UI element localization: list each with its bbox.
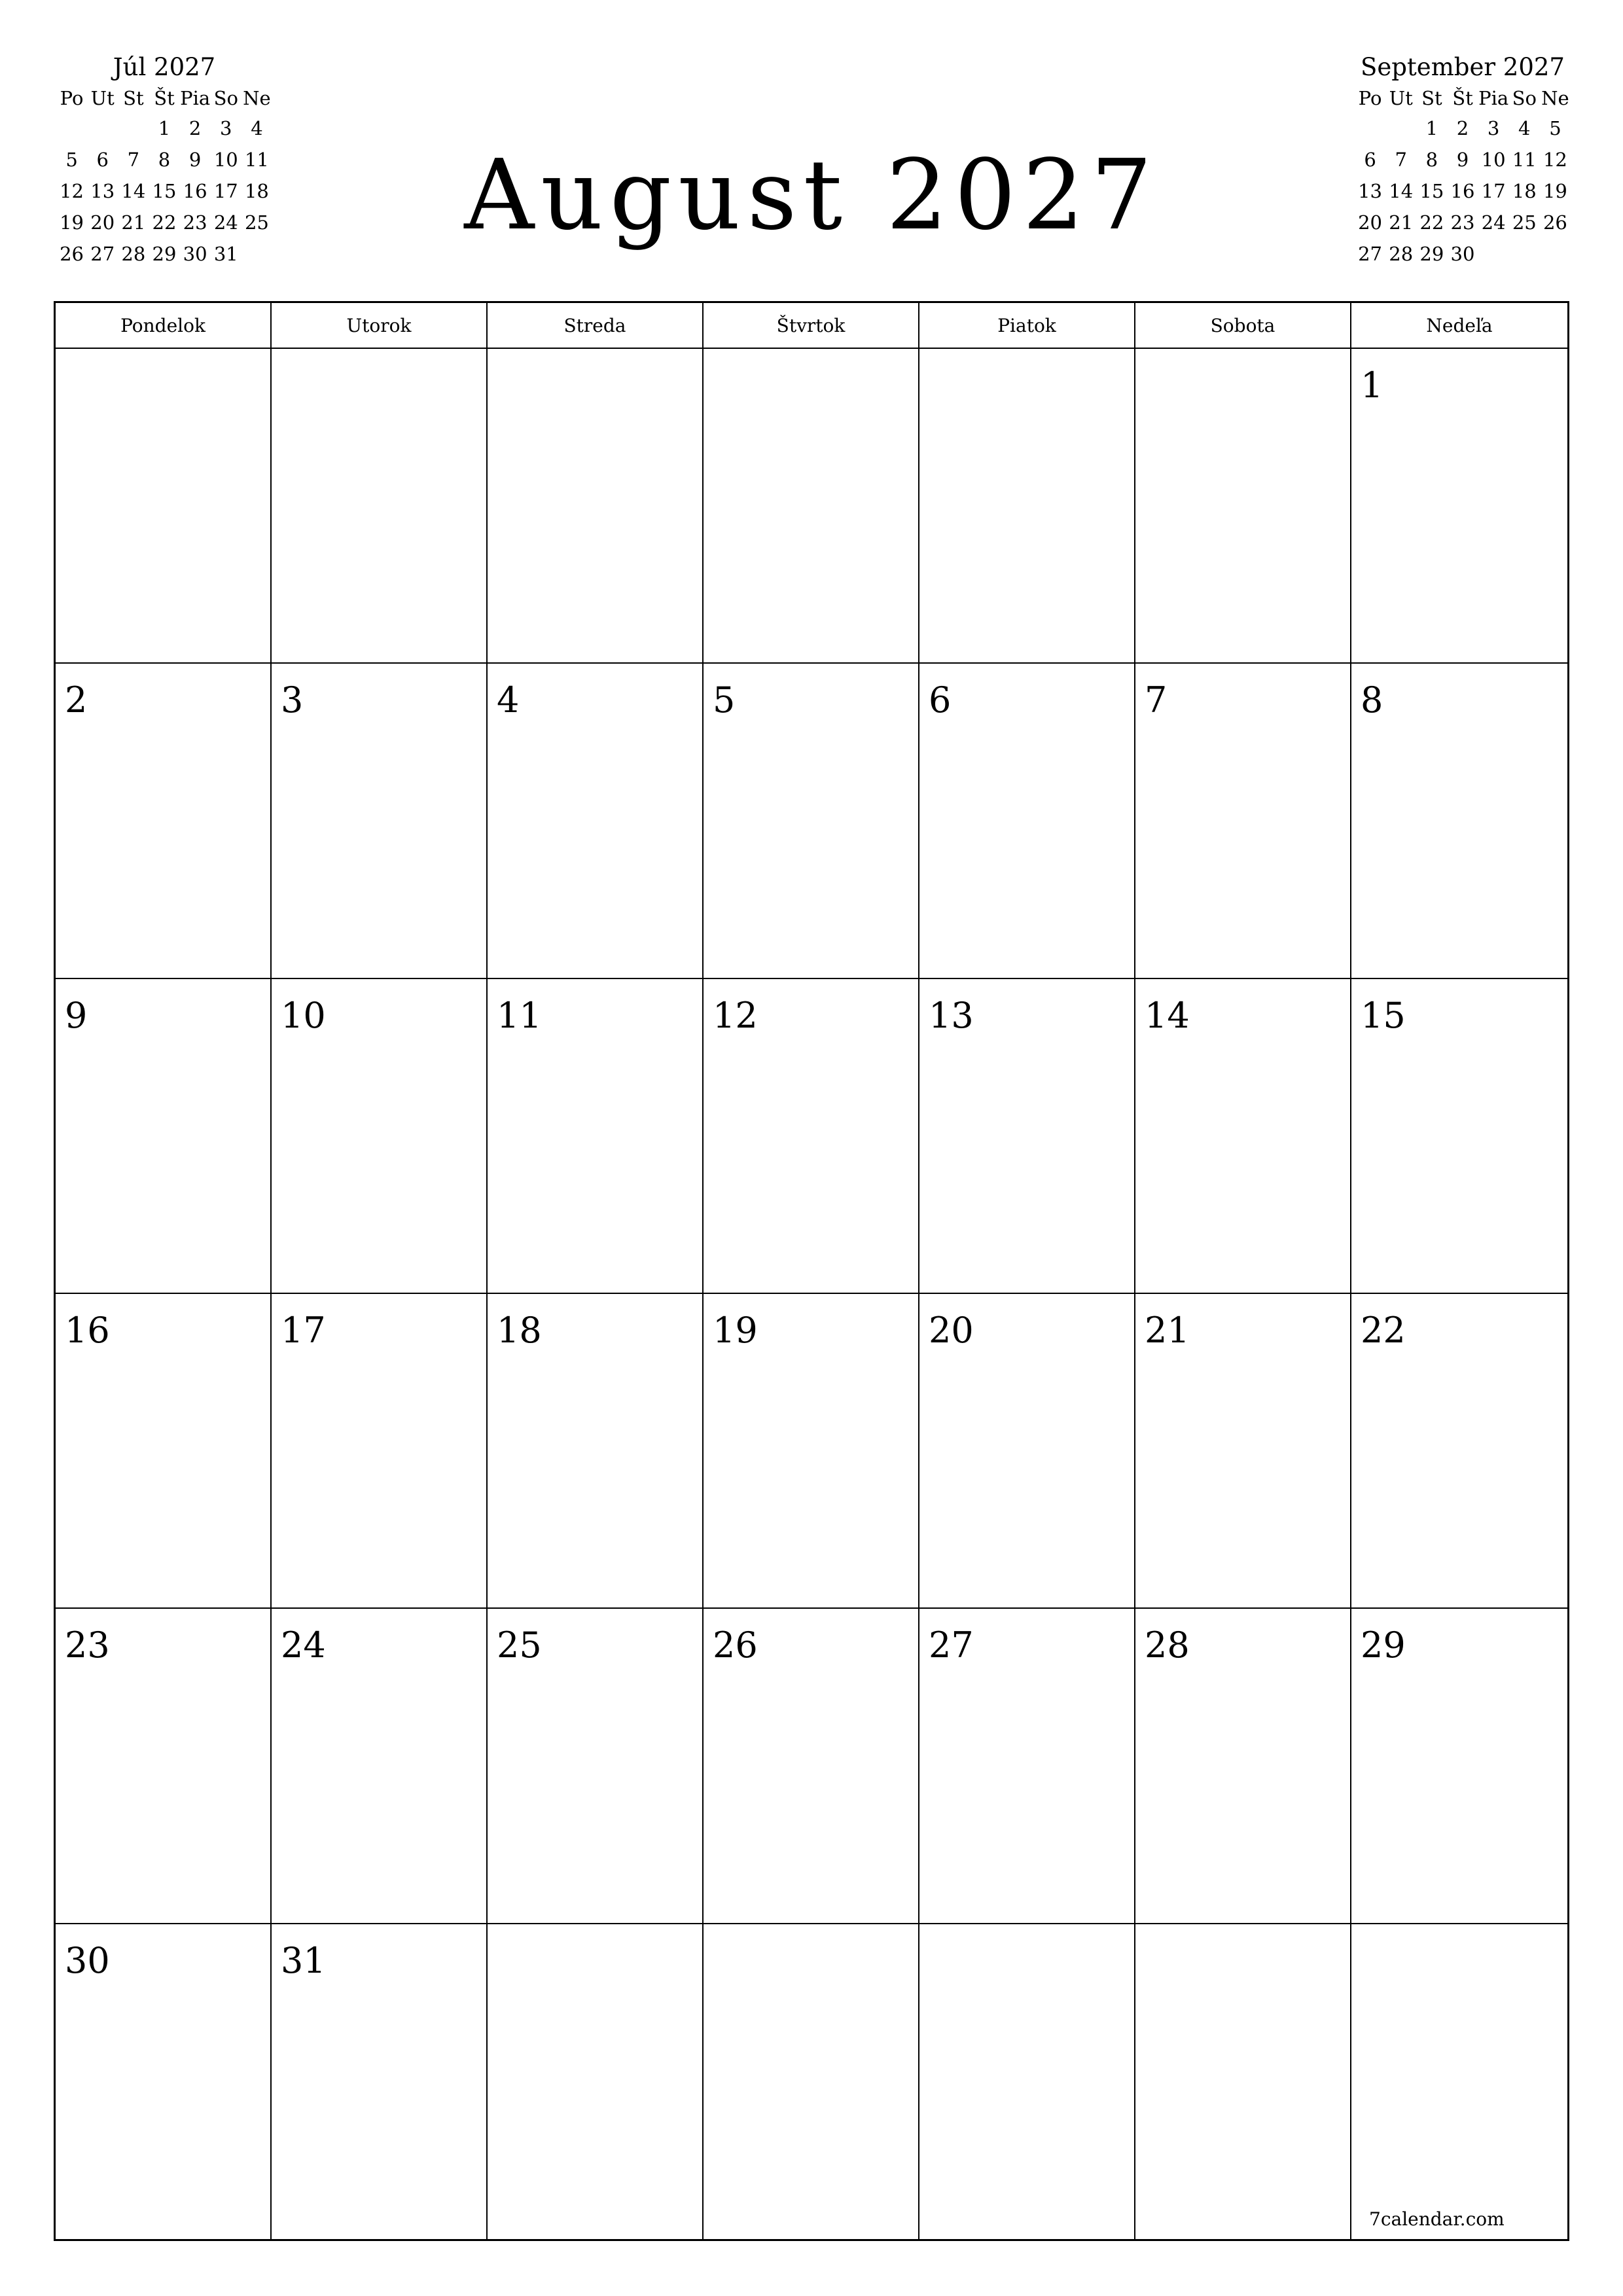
day-cell xyxy=(272,1294,488,1609)
mini-day: 12 xyxy=(60,180,84,202)
mini-day: 14 xyxy=(1389,180,1414,202)
mini-day: 29 xyxy=(1419,243,1444,265)
mini-weekday: St xyxy=(123,87,144,109)
mini-day: 6 xyxy=(96,149,109,171)
mini-day: 21 xyxy=(121,211,146,234)
day-number: 11 xyxy=(497,994,542,1036)
day-cell xyxy=(1351,1294,1567,1609)
mini-weekday: Ne xyxy=(1541,87,1569,109)
mini-day: 1 xyxy=(1425,117,1438,139)
mini-day xyxy=(1385,113,1416,144)
weekday-header: Sobota xyxy=(1135,303,1351,349)
day-number: 29 xyxy=(1361,1624,1406,1666)
day-number: 30 xyxy=(65,1939,110,1981)
day-cell xyxy=(1135,979,1351,1294)
day-cell xyxy=(704,349,919,664)
mini-day: 23 xyxy=(183,211,207,234)
day-number: 4 xyxy=(497,679,520,721)
day-cell xyxy=(919,1924,1135,2239)
day-cell xyxy=(488,349,704,664)
mini-day: 13 xyxy=(90,180,115,202)
day-cell xyxy=(56,349,272,664)
day-cell xyxy=(919,1294,1135,1609)
mini-day: 5 xyxy=(1549,117,1561,139)
mini-weekday: Ut xyxy=(1389,87,1413,109)
day-cell xyxy=(704,1924,919,2239)
mini-weekday: Po xyxy=(1358,87,1382,109)
mini-day: 2 xyxy=(1456,117,1469,139)
day-number: 25 xyxy=(497,1624,542,1666)
mini-day: 10 xyxy=(1481,149,1506,171)
mini-calendar-title: September 2027 xyxy=(1361,53,1565,81)
weekday-header: Pondelok xyxy=(56,303,272,349)
mini-day xyxy=(1540,238,1571,270)
mini-day: 5 xyxy=(65,149,78,171)
mini-day: 28 xyxy=(1389,243,1414,265)
day-cell xyxy=(704,664,919,978)
mini-day: 30 xyxy=(1450,243,1475,265)
day-cell xyxy=(272,1609,488,1924)
mini-day: 19 xyxy=(1543,180,1567,202)
page-title: August 2027 xyxy=(464,139,1159,251)
day-cell xyxy=(919,664,1135,978)
day-cell xyxy=(1135,1609,1351,1924)
mini-day: 9 xyxy=(1456,149,1469,171)
mini-day: 25 xyxy=(244,211,269,234)
mini-weekday: St xyxy=(1421,87,1442,109)
weekday-header: Štvrtok xyxy=(704,303,919,349)
day-cell xyxy=(919,349,1135,664)
day-cell xyxy=(56,1924,272,2239)
mini-day: 26 xyxy=(60,243,84,265)
mini-day: 30 xyxy=(183,243,207,265)
mini-day: 4 xyxy=(251,117,263,139)
mini-weekday: Ne xyxy=(243,87,271,109)
day-cell xyxy=(1135,1294,1351,1609)
day-cell xyxy=(272,349,488,664)
mini-day: 26 xyxy=(1543,211,1567,234)
day-number: 3 xyxy=(281,679,304,721)
mini-day: 24 xyxy=(1481,211,1506,234)
mini-day: 11 xyxy=(1512,149,1537,171)
day-cell xyxy=(488,1609,704,1924)
mini-day: 27 xyxy=(90,243,115,265)
day-number: 16 xyxy=(65,1310,110,1351)
day-cell xyxy=(488,1924,704,2239)
mini-day: 24 xyxy=(213,211,238,234)
day-number: 15 xyxy=(1361,994,1406,1036)
day-number: 5 xyxy=(713,679,736,721)
day-cell xyxy=(919,979,1135,1294)
day-number: 14 xyxy=(1145,994,1190,1036)
day-cell xyxy=(1135,664,1351,978)
weekday-header: Nedeľa xyxy=(1351,303,1567,349)
day-number: 2 xyxy=(65,679,88,721)
day-cell xyxy=(56,1294,272,1609)
day-cell xyxy=(1351,1924,1567,2239)
day-number: 24 xyxy=(281,1624,326,1666)
day-number: 31 xyxy=(281,1939,326,1981)
mini-weekday: Po xyxy=(60,87,84,109)
mini-calendar-grid xyxy=(1355,84,1571,270)
day-cell xyxy=(1351,979,1567,1294)
mini-day: 2 xyxy=(188,117,202,139)
mini-day: 3 xyxy=(1487,117,1500,139)
day-cell xyxy=(272,1924,488,2239)
day-number: 9 xyxy=(65,994,88,1036)
day-number: 8 xyxy=(1361,679,1383,721)
day-number: 20 xyxy=(929,1310,974,1351)
mini-day: 14 xyxy=(121,180,146,202)
mini-day: 19 xyxy=(60,211,84,234)
mini-weekday: Pia xyxy=(1478,87,1509,109)
mini-day: 1 xyxy=(158,117,171,139)
day-cell xyxy=(1135,349,1351,664)
day-number: 18 xyxy=(497,1310,542,1351)
mini-day: 13 xyxy=(1358,180,1383,202)
mini-day: 6 xyxy=(1364,149,1376,171)
day-number: 12 xyxy=(713,994,758,1036)
mini-day: 8 xyxy=(1425,149,1438,171)
mini-day: 16 xyxy=(1450,180,1475,202)
mini-day xyxy=(1478,238,1509,270)
day-number: 26 xyxy=(713,1624,758,1666)
day-number: 28 xyxy=(1145,1624,1190,1666)
mini-day: 7 xyxy=(1395,149,1407,171)
day-number: 19 xyxy=(713,1310,758,1351)
day-number: 21 xyxy=(1145,1310,1190,1351)
day-cell xyxy=(56,979,272,1294)
day-number: 6 xyxy=(929,679,952,721)
day-cell xyxy=(704,1294,919,1609)
day-number: 7 xyxy=(1145,679,1168,721)
day-number: 27 xyxy=(929,1624,974,1666)
day-number: 22 xyxy=(1361,1310,1406,1351)
mini-day: 15 xyxy=(1419,180,1444,202)
mini-day: 18 xyxy=(244,180,269,202)
mini-day: 7 xyxy=(127,149,140,171)
day-cell xyxy=(1351,349,1567,664)
mini-day xyxy=(1509,238,1540,270)
mini-day: 3 xyxy=(220,117,232,139)
mini-calendar-title: Júl 2027 xyxy=(113,53,216,81)
day-cell xyxy=(704,1609,919,1924)
mini-day: 11 xyxy=(244,149,269,171)
day-number: 23 xyxy=(65,1624,110,1666)
month-grid xyxy=(54,301,1569,2241)
day-cell xyxy=(56,664,272,978)
day-number: 17 xyxy=(281,1310,326,1351)
day-cell xyxy=(1351,664,1567,978)
mini-day: 22 xyxy=(1419,211,1444,234)
weekday-header: Streda xyxy=(488,303,704,349)
day-cell xyxy=(919,1609,1135,1924)
day-cell xyxy=(272,979,488,1294)
mini-weekday: Ut xyxy=(90,87,115,109)
weekday-header: Piatok xyxy=(919,303,1135,349)
mini-day: 23 xyxy=(1450,211,1475,234)
mini-day: 15 xyxy=(152,180,177,202)
mini-day: 25 xyxy=(1512,211,1537,234)
mini-day: 27 xyxy=(1358,243,1383,265)
mini-day: 20 xyxy=(1358,211,1383,234)
day-cell xyxy=(1135,1924,1351,2239)
mini-day xyxy=(1355,113,1385,144)
weekday-header: Utorok xyxy=(272,303,488,349)
mini-weekday: Št xyxy=(154,87,175,109)
day-cell xyxy=(488,979,704,1294)
mini-day: 20 xyxy=(90,211,115,234)
mini-weekday: So xyxy=(213,87,238,109)
mini-calendar-next xyxy=(1355,51,1571,270)
mini-day: 8 xyxy=(158,149,171,171)
day-cell xyxy=(488,1294,704,1609)
day-cell xyxy=(272,664,488,978)
mini-day: 16 xyxy=(183,180,207,202)
mini-day: 29 xyxy=(152,243,177,265)
mini-day: 12 xyxy=(1543,149,1567,171)
mini-day: 21 xyxy=(1389,211,1414,234)
mini-day: 17 xyxy=(1481,180,1506,202)
mini-day: 31 xyxy=(213,243,238,265)
mini-weekday: Pia xyxy=(180,87,211,109)
mini-day: 18 xyxy=(1512,180,1537,202)
mini-day: 10 xyxy=(213,149,238,171)
day-number: 1 xyxy=(1361,365,1383,406)
mini-day: 4 xyxy=(1518,117,1531,139)
mini-weekday: Št xyxy=(1452,87,1473,109)
mini-weekday: So xyxy=(1512,87,1537,109)
mini-day: 22 xyxy=(152,211,177,234)
day-cell xyxy=(488,664,704,978)
day-number: 10 xyxy=(281,994,326,1036)
footer-brand: 7calendar.com xyxy=(1369,2208,1505,2230)
day-cell xyxy=(704,979,919,1294)
mini-day: 17 xyxy=(213,180,238,202)
day-cell xyxy=(1351,1609,1567,1924)
mini-day: 28 xyxy=(121,243,146,265)
day-number: 13 xyxy=(929,994,974,1036)
day-cell xyxy=(56,1609,272,1924)
mini-day: 9 xyxy=(188,149,202,171)
